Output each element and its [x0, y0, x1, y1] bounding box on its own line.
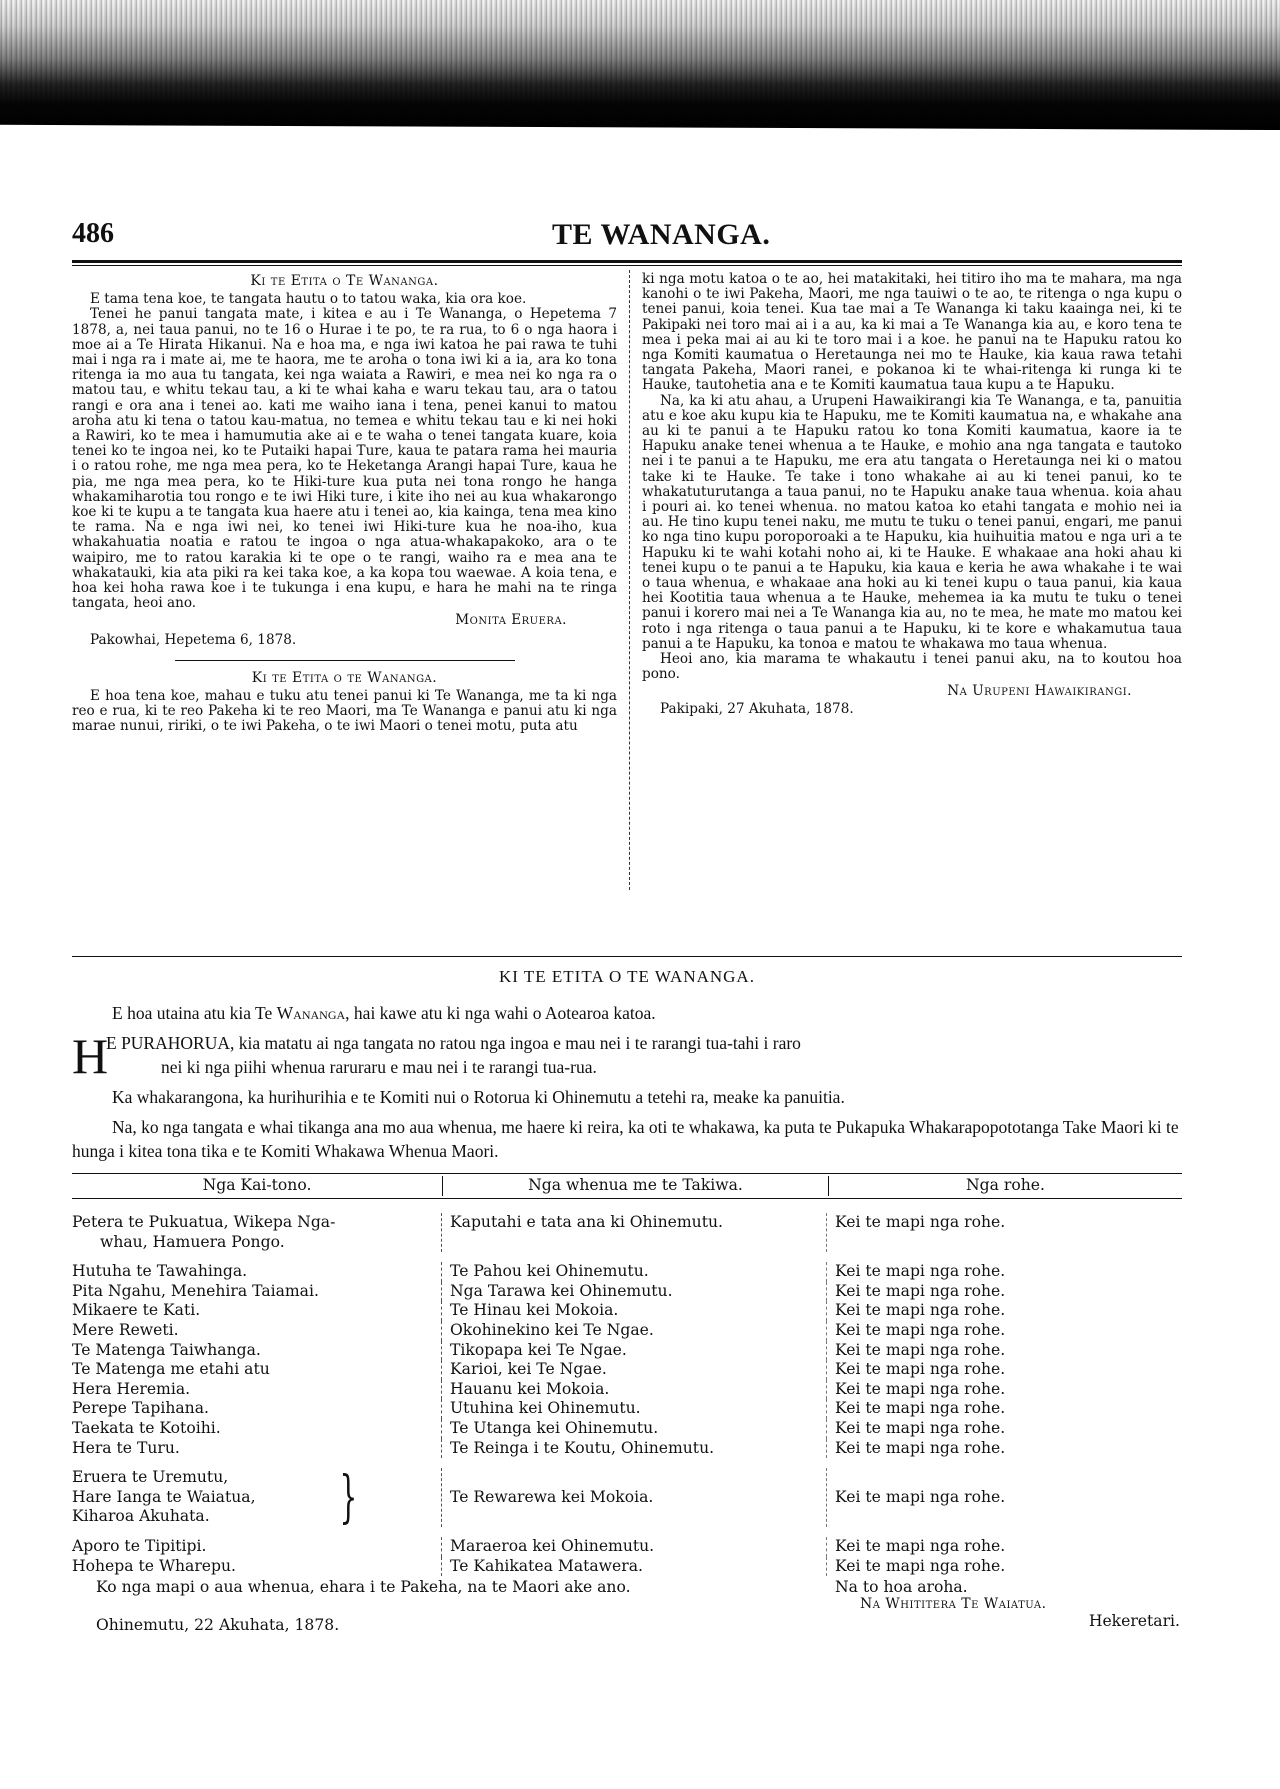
column-right [642, 272, 1182, 717]
scan-edge-artifact [0, 0, 1280, 130]
land-cell: Okohinekino kei Te Ngae. [442, 1321, 827, 1341]
table-row [72, 1557, 1182, 1577]
column-left [72, 272, 617, 735]
table-row [72, 1301, 1182, 1321]
letter1-signature: Monita Eruera. [455, 612, 567, 629]
letter2-paragraph-continued: ki nga motu katoa o te ao, hei matakitaki, hei titiro iho ma te mahara, ma nga kanohi o te iwi Pakeha, Maori, me nga tauiwi o te ao, te ritenga o nga kupu o tenei panui, koia tenei. Kua tae mai a Te Wananga ki taku kaainga nei, ki te Pakipaki nei toro mai ai i a au, ka ki mai a Te Wananga kia au, e koro tena te mea i peka mai ai au ki te toro mai i a koe. he panui na te Hapuku ratou ko nga Komiti kaumatua o Heretaunga nei mo te Hauke, kia kaua rawa tetahi tangata Pakeha, Maori ranei, e pokanoa ki te whai-ritenga ki runga ki te Hauke, tautohetia ana e te Komiti kaumatua taua kupu a te Hapuku. [642, 271, 1182, 394]
claimant-name: Mikaere te Kati. [72, 1301, 201, 1320]
table-row [72, 1439, 1182, 1459]
land-cell: Tikopapa kei Te Ngae. [442, 1341, 827, 1361]
land-cell: Karioi, kei Te Ngae. [442, 1360, 827, 1380]
claimant-name: Mere Reweti. [72, 1320, 179, 1339]
brace-icon: } [339, 1464, 358, 1530]
claimants-cell [72, 1213, 442, 1252]
land-notice [72, 965, 1182, 1163]
claimant-name: Hera te Turu. [72, 1438, 180, 1457]
land-cell: Utuhina kei Ohinemutu. [442, 1399, 827, 1419]
land-cell: Nga Tarawa kei Ohinemutu. [442, 1282, 827, 1302]
boundary-cell: Kei te mapi nga rohe. [835, 1438, 1006, 1457]
letter2-place-date: Pakipaki, 27 Akuhata, 1878. [660, 700, 854, 717]
boundary-cell: Kei te mapi nga rohe. [835, 1340, 1006, 1359]
letter1-heading: Ki te Etita o Te Wananga. [250, 273, 439, 289]
claims-table [72, 1173, 1182, 1576]
table-row [72, 1341, 1182, 1361]
letter1-paragraph: E tama tena koe, te tangata hautu o to tatou waka, kia ora koe. [90, 291, 527, 308]
boundary-cell: Kei te mapi nga rohe. [835, 1262, 1006, 1281]
claimants-cell [72, 1464, 442, 1530]
boundary-cell: Kei te mapi nga rohe. [835, 1213, 1006, 1231]
claimants-cell [72, 1341, 442, 1361]
claimants-cell [72, 1557, 442, 1577]
letter2-heading: Ki te Etita o te Wananga. [251, 669, 438, 686]
claimants-cell [72, 1262, 442, 1282]
notice-paragraph-1-line: E PURAHORUA, kia matatu ai nga tangata no ratou nga ingoa e mau nei i te rarangi tua-tahi i raro [106, 1033, 801, 1053]
newspaper-page [72, 210, 1182, 1634]
page-number: 486 [72, 218, 114, 249]
claimant-name: Pita Ngahu, Menehira Taiamai. [72, 1281, 319, 1300]
table-row [72, 1262, 1182, 1282]
claimants-cell [72, 1439, 442, 1459]
claimant-name: Kiharoa Akuhata. [72, 1507, 210, 1526]
closing-block [827, 1578, 1182, 1630]
claimant-name: Hutuha te Tawahinga. [72, 1262, 248, 1281]
notice-title: KI TE ETITA O TE WANANGA. [499, 967, 755, 986]
table-row [72, 1360, 1182, 1380]
table-row [72, 1399, 1182, 1419]
letter1-paragraph: Tenei he panui tangata mate, i kitea e au i Te Wananga, o Hepetema 7 1878, a, nei taua panui, no te 16 o Hurae i te po, te ra rua, to 6 o nga haora i moe ai a Te Hirata Hikanui. Na e hoa ma, e nga iwi katoa he pai rawa te tuhi mai i nga ra i mate ai, me te haora, me te aroha o tona iwi ki a ia, ara ko tona ritenga ia mo aua tu tangata, kei nga waiata a Rawiri, e mea nei ko nga ra o matou tau, e whitu tekau tau, a ki te whai kaha e waru tekau tau, ara o tatou rangi e ora ana i tenei ao. kati me waiho iana i tena, penei kanui to matou aroha atu ki tena o tatou kau-matua, no temea e whitu tekau tau e ki nei hoki a Rawiri, ko te mea i hamumutia ake ai e te waha o tenei tangata kuare, koia tenei ko te ingoa nei, ko te Putaiki hapai Ture, kaua te patara rama hei mauria i o ratou rohe, me nga mea pera, ko te Heketanga Arangi hapai Ture, kaua he pia, me nga mea pera, ko te Hiki-ture kua puta nei tona rongo he hanga whakamiharotia tou rongo e te iwi Hiki ture, i kite iho nei au kua whakarongo koe ki te kupu a te tangata kua haere atu i tenei ao, kia kainga, tena mea kino te rama. Na e nga iwi nei, ko tenei iwi Hiki-ture kua he noa-iho, kua whakahuatia noatia e ratou te ingoa o nga atua-whakapakoko, ara o te waipiro, me to ratou karakia ki te ope o te rangi, waiho ra e mea ana te whakatauki, kia ata piki ra kei taka koe, a ka kopa tou waewae. A koia tena, e hoa kei hoha rawa koe i te tukunga i ena kupu, e hara he mahi na te ringa tangata, heoi ano. [72, 306, 617, 612]
boundary-cell: Kei te mapi nga rohe. [835, 1418, 1006, 1437]
letter1-place-date: Pakowhai, Hepetema 6, 1878. [90, 631, 297, 648]
boundary-cell: Kei te mapi nga rohe. [835, 1556, 1006, 1575]
claimant-name: Taekata te Kotoihi. [72, 1418, 221, 1437]
boundary-cell: Kei te mapi nga rohe. [835, 1301, 1006, 1320]
claimant-name: Te Matenga Taiwhanga. [72, 1340, 261, 1359]
section-rule [72, 956, 1182, 957]
land-cell: Kaputahi e tata ana ki Ohinemutu. [442, 1213, 827, 1252]
land-cell: Te Pahou kei Ohinemutu. [442, 1262, 827, 1282]
table-row [72, 1537, 1182, 1557]
land-cell: Te Kahikatea Matawera. [442, 1557, 827, 1577]
boundary-cell: Kei te mapi nga rohe. [835, 1536, 1006, 1555]
boundary-cell: Kei te mapi nga rohe. [835, 1399, 1006, 1418]
claimant-name: Eruera te Uremutu, [72, 1468, 229, 1487]
letter2-paragraph-start: E hoa tena koe, mahau e tuku atu tenei panui ki Te Wananga, me ta ki nga reo e rua, ki te reo Pakeha ki te reo Maori, ma Te Wananga e panui atu ki nga marae nunui, ririki, o te iwi Pakeha, o te iwi Maori o tenei motu, puta atu [72, 688, 617, 735]
running-head: TE WANANGA. [552, 218, 771, 251]
boundary-cell: Kei te mapi nga rohe. [835, 1360, 1006, 1379]
land-cell: Hauanu kei Mokoia. [442, 1380, 827, 1400]
notice-place-date: Ohinemutu, 22 Akuhata, 1878. [96, 1616, 340, 1635]
claimants-cell [72, 1301, 442, 1321]
claimants-cell [72, 1282, 442, 1302]
claimants-cell [72, 1537, 442, 1557]
claimant-name: Perepe Tapihana. [72, 1399, 209, 1418]
notice-intro [72, 1001, 1182, 1025]
signer-name: Na Whititera Te Waiatua. [860, 1596, 1047, 1613]
closing-salutation: Na to hoa aroha. [835, 1578, 968, 1597]
letter2-signature: Na Urupeni Hawaikirangi. [947, 683, 1132, 700]
section-divider [175, 660, 515, 661]
column-header-claimants: Nga Kai-tono. [72, 1176, 443, 1196]
notice-intro-text: E hoa utaina atu kia Te [112, 1003, 277, 1023]
notice-paragraph-1-cont: nei ki nga piihi whenua raruraru e mau nei i te rarangi tua-rua. [161, 1057, 597, 1077]
claimants-cell [72, 1380, 442, 1400]
claimant-name: Hohepa te Wharepu. [72, 1556, 236, 1575]
table-row [72, 1419, 1182, 1439]
land-cell: Te Rewarewa kei Mokoia. [442, 1468, 827, 1527]
claimant-name: whau, Hamuera Pongo. [100, 1232, 285, 1251]
table-row [72, 1282, 1182, 1302]
claimant-name: Te Matenga me etahi atu [72, 1360, 270, 1379]
claimants-cell [72, 1419, 442, 1439]
notice-intro-text: , hai kawe atu ki nga wahi o Aotearoa katoa. [345, 1003, 656, 1023]
newspaper-name: Wananga [276, 1003, 346, 1023]
boundary-cell: Kei te mapi nga rohe. [835, 1487, 1006, 1506]
column-header-lands: Nga whenua me te Takiwa. [443, 1176, 829, 1196]
notice-paragraph-3: Na, ko nga tangata e whai tikanga ana mo aua whenua, me haere ki reira, ka oti te whakawa, ka puta te Pukapuka Whakarapopototanga Take Maori ki te hunga i kitea tona tika e te Komiti Whakawa Whenua Maori. [72, 1117, 1179, 1161]
claimant-name: Petera te Pukuatua, Wikepa Nga- [72, 1213, 336, 1231]
signer-title: Hekeretari. [1088, 1612, 1180, 1631]
table-body [72, 1199, 1182, 1576]
letter2-paragraph: Na, ka ki atu ahau, a Urupeni Hawaikirangi kia Te Wananga, e ta, panuitia atu e koe aku kupu kia te Hapuku, me te Komiti kaumatua na, e whakahe ana au ki te panui a te Hapuku ratou ko tona Komiti kaumatua, kaore ia te Hapuku anake tenei whenua a te Hauke, e mohio ana nga tangata e tautoko nei i te panui a te Hapuku, me era atu tangata o Heretaunga nei ki o matou take ki te Hauke. Te take i tono whakahe ai au ki tenei panui, ko te whakatuturutanga a taua panui, no te Hapuku anake taua whenua. koia ahau i pouri ai. ko tenei whenua. no matou katoa ko etahi tangata e mohio nei ia au. He tino kupu tenei naku, me mutu te tuku o tenei panui, engari, me panui ko nga tino kupu poroporoaki a te Hapuku, kia huihuitia matou e nga uri a te Hapuku ki te wahi kotahi noho ai, ki te Hauke. E whakaae ana hoki ahau ki tenei kupu o te panui a te Hapuku, kia kaua e keria he awa whakahe i te wai o taua whenua, e whakaae ana hoki au ki tenei kupu o taua panui, kia kaua hei Kootitia taua whenua a te Hauke, mehemea ia ka mutu te tuku o tenei panui i korero mai nei a Te Wananga kia au, no te mea, he mate mo matou kei roto i nga ritenga o taua panui a te Hapuku, ki te kore e whakamutua taua panui a te Hapuku, ka tonoa e matou te whakawa mo taua whenua. [642, 392, 1182, 652]
column-divider [629, 270, 630, 890]
letter2-paragraph: Heoi ano, kia marama te whakautu i tenei panui aku, na to koutou hoa pono. [642, 651, 1182, 683]
page-header [72, 210, 1182, 260]
notice-paragraph-2: Ka whakarangona, ka hurihurihia e te Komiti nui o Rotorua ki Ohinemutu a tetehi ra, meake ka panuitia. [112, 1087, 845, 1107]
table-header [72, 1173, 1182, 1199]
table-row [72, 1464, 1182, 1530]
land-cell: Te Hinau kei Mokoia. [442, 1301, 827, 1321]
boundary-cell: Kei te mapi nga rohe. [835, 1379, 1006, 1398]
maps-note: Ko nga mapi o aua whenua, ehara i te Pakeha, na te Maori ake ano. [96, 1578, 631, 1597]
claimants-cell [72, 1321, 442, 1341]
notice-paragraph-1 [72, 1028, 1182, 1084]
claimants-cell [72, 1399, 442, 1419]
land-cell: Maraeroa kei Ohinemutu. [442, 1537, 827, 1557]
land-cell: Te Utanga kei Ohinemutu. [442, 1419, 827, 1439]
table-row [72, 1380, 1182, 1400]
land-cell: Te Reinga i te Koutu, Ohinemutu. [442, 1439, 827, 1459]
table-row [72, 1213, 1182, 1252]
boundary-cell: Kei te mapi nga rohe. [835, 1320, 1006, 1339]
claimant-name: Hare Ianga te Waiatua, [72, 1487, 256, 1506]
claimants-cell [72, 1360, 442, 1380]
claimant-name: Aporo te Tipitipi. [72, 1536, 207, 1555]
drop-cap: H [72, 1028, 109, 1084]
table-row [72, 1321, 1182, 1341]
column-header-boundaries: Nga rohe. [966, 1176, 1045, 1195]
boundary-cell: Kei te mapi nga rohe. [835, 1281, 1006, 1300]
two-column-letters [72, 266, 1182, 956]
claimant-name: Hera Heremia. [72, 1379, 191, 1398]
